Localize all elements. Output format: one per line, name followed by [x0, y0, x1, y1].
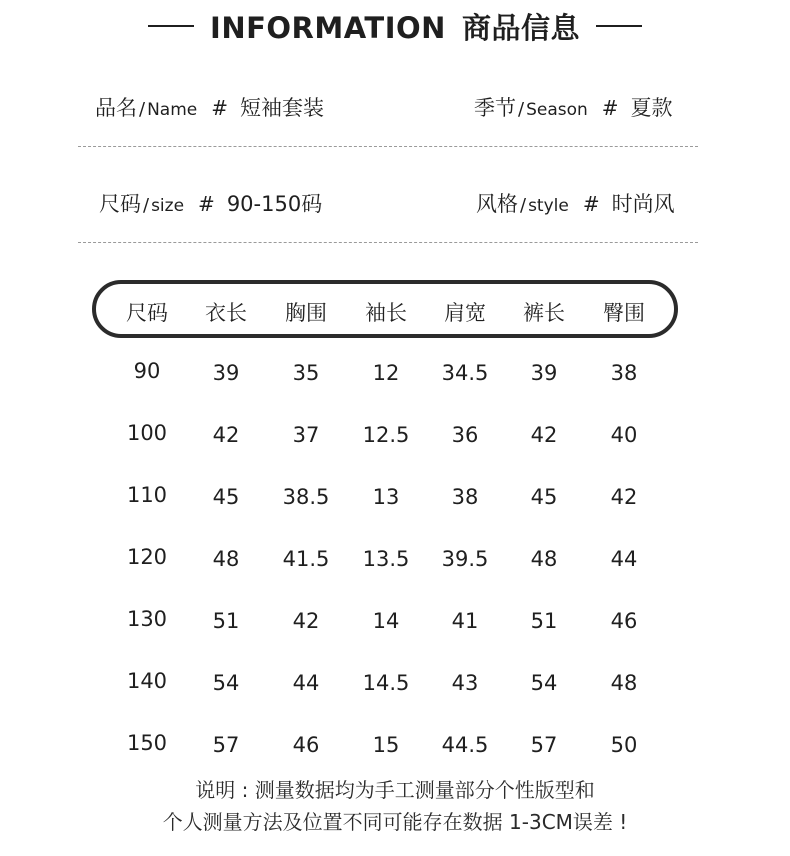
header-pants-length: 裤长 [523, 301, 565, 325]
table-cell: 90 [133, 359, 161, 383]
header-hip: 臀围 [603, 301, 645, 325]
info-name-value: 短袖套装 [240, 96, 324, 120]
table-cell: 140 [126, 669, 168, 693]
table-cell: 43 [451, 671, 479, 695]
table-cell: 39 [530, 361, 558, 385]
table-cell: 46 [292, 733, 320, 757]
table-cell: 50 [610, 733, 638, 757]
header-length: 衣长 [205, 301, 247, 325]
title-cn: 商品信息 [461, 10, 580, 45]
info-name [95, 92, 324, 122]
info-name-key-cn: 品名 [95, 96, 137, 120]
table-cell: 13.5 [362, 547, 410, 571]
table-cell: 40 [610, 423, 638, 447]
table-cell: 51 [212, 609, 240, 633]
header-sleeve: 袖长 [365, 301, 407, 325]
table-cell: 42 [212, 423, 240, 447]
info-style-key-en: style [528, 196, 569, 216]
table-cell: 100 [126, 421, 168, 445]
table-cell: 39.5 [441, 547, 489, 571]
table-cell: 54 [530, 671, 558, 695]
title-en: INFORMATION [210, 10, 446, 45]
section-title [0, 4, 790, 48]
table-cell: 110 [126, 483, 168, 507]
table-cell: 12 [372, 361, 400, 385]
table-cell: 54 [212, 671, 240, 695]
note-line-2: 个人测量方法及位置不同可能存在数据 1-3CM误差 ! [162, 810, 628, 834]
title-text [210, 6, 580, 47]
title-left-rule [148, 25, 194, 27]
table-cell: 57 [212, 733, 240, 757]
table-cell: 57 [530, 733, 558, 757]
info-style-hash: # [582, 192, 600, 216]
info-size-slash: / [143, 195, 150, 216]
table-cell: 44.5 [441, 733, 489, 757]
divider-1 [78, 146, 698, 147]
table-cell: 36 [451, 423, 479, 447]
table-cell: 13 [372, 485, 400, 509]
table-cell: 34.5 [441, 361, 489, 385]
table-cell: 14.5 [362, 671, 410, 695]
info-season-key-en: Season [526, 100, 588, 120]
info-name-hash: # [211, 96, 228, 120]
table-cell: 51 [530, 609, 558, 633]
table-cell: 38.5 [282, 485, 330, 509]
title-right-rule [596, 25, 642, 27]
note-line-1: 说明 : 测量数据均为手工测量部分个性版型和 [195, 778, 595, 802]
info-size-key-en: size [151, 196, 185, 216]
table-cell: 39 [212, 361, 240, 385]
info-style-slash: / [520, 195, 527, 216]
table-cell: 44 [610, 547, 638, 571]
info-style-key-cn: 风格 [476, 192, 518, 216]
divider-2 [78, 242, 698, 243]
info-name-slash: / [139, 99, 146, 120]
table-cell: 42 [292, 609, 320, 633]
table-cell: 41 [451, 609, 479, 633]
table-cell: 48 [212, 547, 240, 571]
table-cell: 37 [292, 423, 320, 447]
table-cell: 120 [126, 545, 168, 569]
info-season [474, 92, 673, 122]
info-name-key-en: Name [147, 100, 198, 120]
info-size-hash: # [198, 192, 215, 216]
info-style [476, 188, 675, 218]
info-size-key-cn: 尺码 [99, 192, 141, 216]
info-size-value: 90-150码 [226, 192, 323, 216]
table-cell: 12.5 [362, 423, 410, 447]
header-size: 尺码 [126, 301, 168, 325]
table-cell: 42 [610, 485, 638, 509]
table-cell: 45 [212, 485, 240, 509]
table-cell: 48 [530, 547, 558, 571]
table-cell: 41.5 [282, 547, 330, 571]
info-season-hash: # [601, 96, 619, 120]
info-season-key-cn: 季节 [474, 96, 516, 120]
table-cell: 44 [292, 671, 320, 695]
table-cell: 38 [610, 361, 638, 385]
table-cell: 42 [530, 423, 558, 447]
table-cell: 35 [292, 361, 320, 385]
header-shoulder: 肩宽 [444, 301, 486, 325]
info-style-value: 时尚风 [611, 192, 675, 216]
table-cell: 130 [126, 607, 168, 631]
table-cell: 45 [530, 485, 558, 509]
info-season-slash: / [518, 99, 525, 120]
table-cell: 48 [610, 671, 638, 695]
table-cell: 15 [372, 733, 400, 757]
table-cell: 150 [126, 731, 168, 755]
table-cell: 14 [372, 609, 400, 633]
info-season-value: 夏款 [630, 96, 673, 120]
table-cell: 46 [610, 609, 638, 633]
info-size [99, 188, 322, 218]
table-cell: 38 [451, 485, 479, 509]
header-chest: 胸围 [285, 301, 327, 325]
